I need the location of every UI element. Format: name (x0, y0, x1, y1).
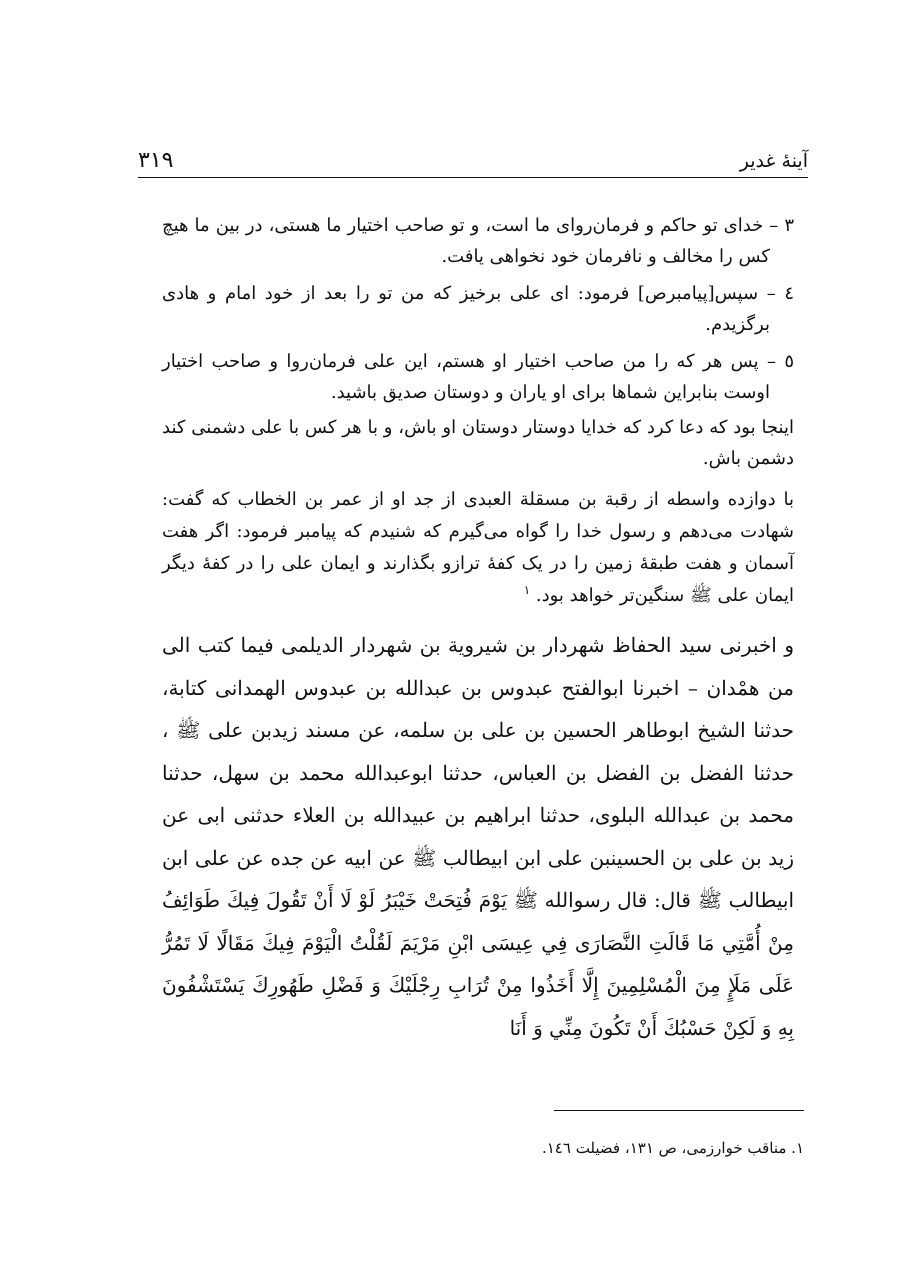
page-number: ۳۱۹ (138, 148, 174, 173)
footnote-marker: ۱ (523, 583, 531, 597)
numbered-item (162, 210, 794, 272)
arabic-narration (162, 624, 794, 1049)
footnote: ۱. مناقب خوارزمی، ص ۱۳۱، فضیلت ١٤٦. (541, 1139, 804, 1157)
running-header (138, 146, 808, 176)
numbered-item (162, 346, 794, 408)
numbered-item (162, 278, 794, 340)
section-title: آینهٔ غدیر (739, 150, 808, 172)
item-number: ٥ – (766, 351, 794, 372)
paragraph (162, 484, 794, 612)
narration-chain: و اخبرنی سید الحفاظ شهردار بن شیرویة بن شهردار الدیلمی فیما کتب الی من همْدان – اخبرنا ابوالفتح عبدوس بن عبدالله بن عبدوس الهمدانی کتابة، حدثنا الشیخ ابوطاهر الحسین بن علی بن سلمه، عن مسند زیدبن علی ﷺ ، حدثنا الفضل بن الفضل بن العباس، حدثنا ابوعبدالله محمد بن سهل، حدثنا محمد بن عبدالله البلوی، حدثنا ابراهیم بن عبیدالله بن العلاء حدثنی ابی عن زید بن علی بن الحسینبن علی ابن ابیطالب ﷺ عن ابیه عن جده عن علی ابن ابیطالب ﷺ قال: قال رسوالله ﷺ (162, 633, 795, 912)
main-text (162, 210, 794, 1049)
header-rule (138, 177, 808, 178)
footnote-rule (554, 1110, 804, 1111)
paragraph: اینجا بود که دعا کرد که خدایا دوستار دوستان او باش، و با هر کس با علی دشمنی کند دشمن باش. (162, 417, 794, 469)
item-text: پس هر که را من صاحب اختیار او هستم، این علی فرمان‌روا و صاحب اختیار اوست بنابراین شماها برای او یاران و دوستان صدیق باشید. (162, 351, 770, 403)
item-number: ٤ – (766, 283, 794, 304)
hadith-quote: يَوْمَ فُتِحَتْ خَيْبَرُ لَوْ لَا أَنْ تَقُولَ فِيكَ طَوَائِفُ مِنْ أُمَّتِي مَا قَالَتِ النَّصَارَی فِي عِيسَی ابْنِ مَرْيَمَ لَقُلْتُ الْيَوْمَ فِيكَ مَقَالًا لَا تَمُرُّ عَلَی مَلَإٍ مِنَ الْمُسْلِمِينَ إِلَّا أَخَذُوا مِنْ تُرَابِ رِجْلَيْكَ وَ فَضْلِ طَهُورِكَ يَسْتَشْفُونَ بِهِ وَ لَكِنْ حَسْبُكَ أَنْ تَكُونَ مِنِّي وَ أَنَا (162, 888, 794, 1040)
item-text: خدای تو حاکم و فرمان‌روای ما است، و تو صاحب اختیار ما هستی، در بین ما هیچ کس را مخالف و نافرمان خود نخواهی یافت. (162, 215, 770, 267)
item-number: ۳ – (769, 215, 794, 236)
item-text: سپس[پیامبرص] فرمود: ای علی برخیز که من تو را بعد از خود امام و هادی برگزیدم. (162, 283, 770, 335)
paragraph-text: با دوازده واسطه از رقبة بن مسقلة العبدی از جد او از عمر بن الخطاب که گفت: شهادت می‌دهم و رسول خدا را گواه می‌گیرم که شنیدم که پیامبر فرمود: اگر هفت آسمان و هفت طبقهٔ زمین را در یک کفهٔ ترازو بگذارند و ایمان علی را در کفهٔ دیگر ایمان علی ﷺ سنگین‌تر خواهد بود. (162, 489, 794, 606)
